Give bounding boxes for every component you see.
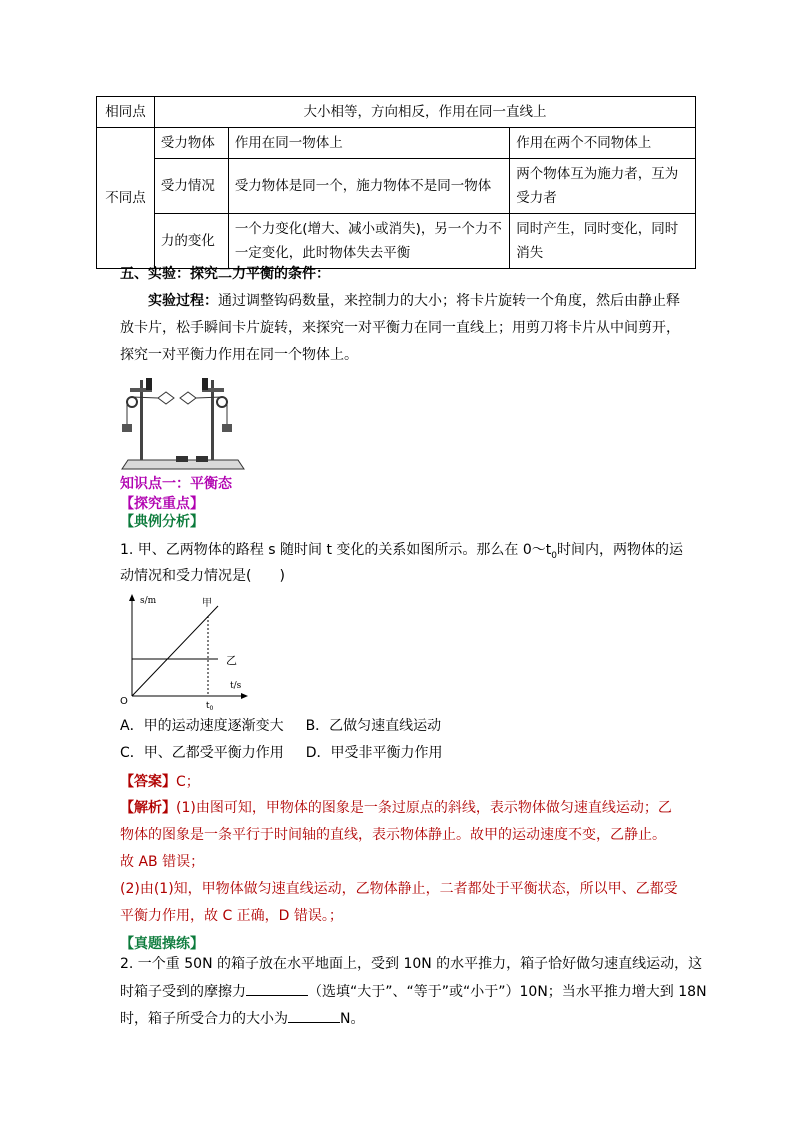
q1-analysis-line4: (2)由(1)知，甲物体做匀速直线运动，乙物体静止，二者都处于平衡状态，所以甲、乙都受 [120, 881, 678, 897]
t0-main: t [206, 701, 210, 711]
q1-options-row1 [120, 716, 441, 736]
q2-line3-b: N。 [340, 1011, 365, 1027]
interact-cell: 两个物体互为施力者，互为受力者 [510, 159, 696, 214]
row-label: 受力情况 [154, 159, 228, 214]
q1-option-c: C．甲、乙都受平衡力作用 [120, 745, 284, 761]
balance-cell: 受力物体是同一个，施力物体不是同一物体 [228, 159, 509, 214]
section5-heading: 五、实验：探究二力平衡的条件： [120, 266, 330, 282]
q1-analysis-line5: 平衡力作用，故 C 正确，D 错误。； [120, 908, 343, 924]
q1-stem-a: 1. 甲、乙两物体的路程 s 随时间 t 变化的关系如图所示。那么在 0～t [120, 542, 552, 558]
q2-line1: 2. 一个重 50N 的箱子放在水平地面上，受到 10N 的水平推力，箱子恰好做匀速直线运动，这 [120, 956, 703, 972]
process-text-1: 通过调整钩码数量，来控制力的大小；将卡片旋转一个角度，然后由静止释 [218, 293, 680, 309]
same-label: 相同点 [97, 97, 155, 128]
q1-stem-sub: 0 [551, 550, 557, 561]
line-jia-label: 甲 [202, 598, 212, 609]
answer-value: C； [176, 774, 200, 790]
row-label: 受力物体 [154, 128, 228, 159]
diff-label: 不同点 [97, 128, 155, 269]
comparison-table [96, 96, 696, 269]
kp1-title: 知识点一：平衡态 [120, 476, 232, 492]
q2-blank-1[interactable] [246, 981, 308, 996]
q1-analysis-line3: 故 AB 错误； [120, 854, 205, 870]
t0-sub: 0 [209, 705, 214, 712]
row-label: 力的变化 [154, 214, 228, 269]
balance-cell: 一个力变化(增大、减小或消失)，另一个力不一定变化，此时物体失去平衡 [228, 214, 509, 269]
q1-options-row2 [120, 743, 443, 763]
table-row [97, 159, 696, 214]
interact-cell: 同时产生，同时变化，同时消失 [510, 214, 696, 269]
table-row [97, 97, 696, 128]
q1-stem-b: 时间内，两物体的运 [556, 542, 683, 558]
table-row [97, 214, 696, 269]
kp1-tag-example: 【典例分析】 [120, 514, 204, 530]
real-exam-tag: 【真题操练】 [120, 936, 204, 952]
q1-option-b: B．乙做匀速直线运动 [305, 718, 442, 734]
st-graph [118, 592, 248, 714]
process-line-3: 探究一对平衡力作用在同一个物体上。 [120, 347, 358, 363]
t0-label [206, 701, 214, 712]
x-axis-label: t/s [230, 681, 242, 691]
q2-line2-b: （选填“大于”、“等于”或“小于”）10N；当水平推力增大到 18N [308, 984, 707, 1000]
q1-stem-line1 [120, 540, 683, 566]
q1-option-a: A．甲的运动速度逐渐变大 [120, 718, 284, 734]
process-line-2: 放卡片，松手瞬间卡片旋转，来探究一对平衡力在同一直线上；用剪刀将卡片从中间剪开， [120, 320, 680, 336]
process-line-1 [148, 291, 680, 311]
q2-line2-a: 时箱子受到的摩擦力 [120, 984, 246, 1000]
analysis-text-1: (1)由图可知，甲物体的图象是一条过原点的斜线，表示物体做匀速直线运动；乙 [176, 800, 672, 816]
q1-stem-line2: 动情况和受力情况是( ) [120, 568, 285, 584]
same-text: 大小相等，方向相反，作用在同一直线上 [154, 97, 695, 128]
table-row [97, 128, 696, 159]
origin-label: O [120, 696, 128, 707]
q1-analysis-line2: 物体的图象是一条平行于时间轴的直线，表示物体静止。故甲的运动速度不变，乙静止。 [120, 827, 666, 843]
kp1-tag-focus: 【探究重点】 [120, 496, 204, 512]
q1-answer [120, 772, 200, 792]
line-yi-label: 乙 [226, 654, 237, 667]
interact-cell: 作用在两个不同物体上 [510, 128, 696, 159]
q1-analysis-line1 [120, 798, 672, 818]
q2-line3 [120, 1008, 364, 1029]
process-label: 实验过程： [148, 293, 218, 309]
q2-line2 [120, 981, 707, 1002]
q2-blank-2[interactable] [288, 1008, 340, 1023]
y-axis-label: s/m [140, 596, 157, 606]
q1-option-d: D．甲受非平衡力作用 [305, 745, 443, 761]
answer-label: 【答案】 [120, 774, 176, 790]
apparatus-figure [118, 372, 248, 472]
balance-cell: 作用在同一物体上 [228, 128, 509, 159]
q2-line3-a: 时，箱子所受合力的大小为 [120, 1011, 288, 1027]
analysis-label: 【解析】 [120, 800, 176, 816]
